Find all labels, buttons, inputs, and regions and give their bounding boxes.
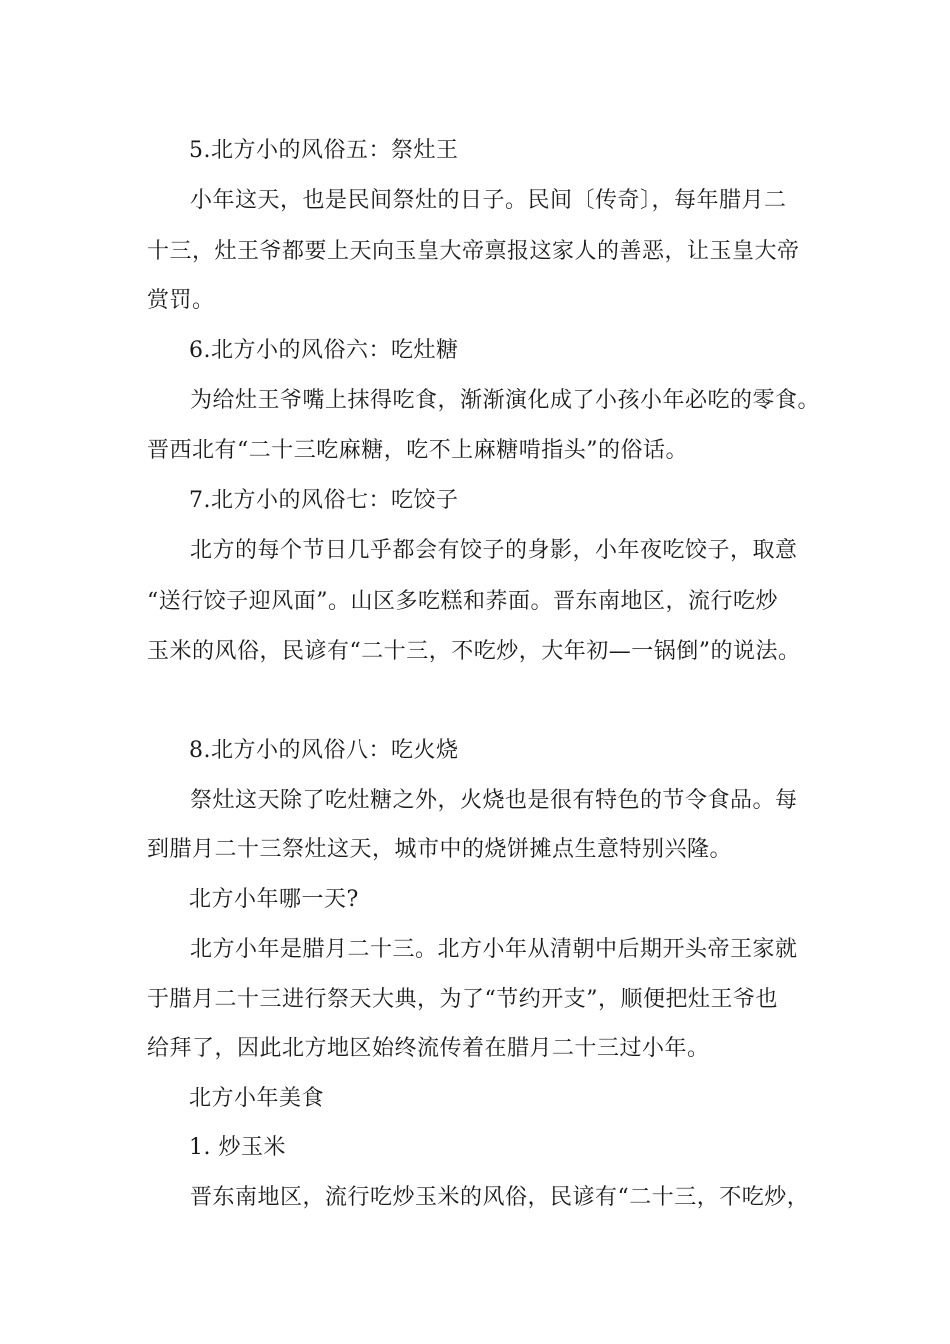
- paragraph-line: “送行饺子迎风面”。山区多吃糕和荞面。晋东南地区，流行吃炒: [147, 589, 778, 614]
- paragraph-line: 祭灶这天除了吃灶糖之外，火烧也是很有特色的节令食品。每: [190, 788, 798, 813]
- section-heading-when: 北方小年哪一天?: [189, 887, 359, 912]
- section-heading-7: 7.北方小的风俗七：吃饺子: [189, 488, 459, 513]
- paragraph-line: 北方小年是腊月二十三。北方小年从清朝中后期开头帝王家就: [190, 937, 798, 962]
- list-item-heading: 1. 炒玉米: [189, 1135, 286, 1160]
- paragraph-line: 北方的每个节日几乎都会有饺子的身影，小年夜吃饺子，取意: [190, 538, 798, 563]
- section-heading-food: 北方小年美食: [189, 1086, 325, 1111]
- paragraph-line: 晋西北有“二十三吃麻糖，吃不上麻糖啃指头”的俗话。: [147, 438, 688, 463]
- paragraph-line: 为给灶王爷嘴上抹得吃食，渐渐演化成了小孩小年必吃的零食。: [190, 388, 821, 413]
- paragraph-line: 到腊月二十三祭灶这天，城市中的烧饼摊点生意特别兴隆。: [147, 837, 733, 862]
- paragraph-line: 十三，灶王爷都要上天向玉皇大帝禀报这家人的善恶，让玉皇大帝: [147, 239, 800, 264]
- paragraph-line: 晋东南地区，流行吃炒玉米的风俗，民谚有“二十三，不吃炒，: [190, 1185, 810, 1210]
- section-heading-6: 6.北方小的风俗六：吃灶糖: [189, 338, 459, 363]
- paragraph-line: 小年这天，也是民间祭灶的日子。民间〔传奇〕，每年腊月二: [190, 188, 787, 213]
- paragraph-line: 玉米的风俗，民谚有“二十三，不吃炒，大年初—一锅倒”的说法。: [147, 639, 801, 664]
- section-heading-5: 5.北方小的风俗五：祭灶王: [189, 138, 459, 163]
- paragraph-line: 给拜了，因此北方地区始终流传着在腊月二十三过小年。: [147, 1036, 710, 1061]
- section-heading-8: 8.北方小的风俗八：吃火烧: [189, 738, 459, 763]
- paragraph-line: 于腊月二十三进行祭天大典，为了“节约开支”，顺便把灶王爷也: [147, 987, 778, 1012]
- paragraph-line: 赏罚。: [147, 288, 215, 313]
